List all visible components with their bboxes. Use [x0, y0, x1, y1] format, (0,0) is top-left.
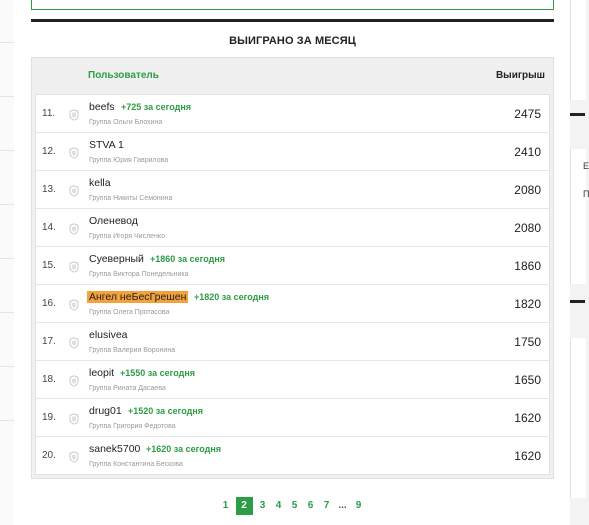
pagination-page[interactable]: 1	[222, 500, 229, 511]
user-name-link[interactable]: kella	[89, 177, 111, 189]
table-row	[36, 171, 549, 209]
shield-icon	[69, 336, 79, 348]
user-group: Группа Рината Дасаева	[89, 385, 166, 392]
table-row	[36, 95, 549, 133]
main-content	[14, 0, 570, 525]
user-group: Группа Ольги Блохина	[89, 119, 163, 126]
table-row	[36, 247, 549, 285]
user-group: Группа Юрия Гаврилова	[89, 157, 169, 164]
pagination-page[interactable]: 4	[275, 500, 282, 511]
row-rank: 11.	[42, 108, 56, 119]
row-winnings: 1860	[514, 259, 541, 273]
table-row	[36, 399, 549, 437]
table-row	[36, 285, 549, 323]
user-name-link[interactable]: leopit	[89, 367, 115, 379]
right-widget	[570, 0, 586, 100]
table-row	[36, 437, 549, 474]
pagination-page[interactable]: 9	[355, 500, 362, 511]
right-divider	[570, 113, 585, 116]
user-group: Группа Игоря Численко	[89, 233, 165, 240]
shield-icon	[69, 412, 79, 424]
pagination-page[interactable]: 5	[291, 500, 298, 511]
row-rank: 19.	[42, 412, 56, 423]
shield-icon	[69, 374, 79, 386]
pagination-ellipsis: ...	[338, 500, 347, 511]
table-row	[36, 133, 549, 171]
row-rank: 20.	[42, 450, 56, 461]
today-winnings: +1520 за сегодня	[128, 406, 204, 416]
today-winnings: +1550 за сегодня	[120, 368, 196, 378]
table-row	[36, 361, 549, 399]
pagination	[14, 497, 570, 515]
column-header-winnings[interactable]: Выигрыш	[495, 70, 545, 81]
user-name-link[interactable]: elusivea	[89, 329, 128, 341]
table-body	[35, 94, 550, 475]
row-rank: 15.	[42, 260, 56, 271]
row-winnings: 1620	[514, 411, 541, 425]
user-group: Группа Константина Бескова	[89, 461, 183, 468]
user-name-link[interactable]: drug01	[89, 405, 122, 417]
left-divider	[0, 96, 14, 97]
row-rank: 12.	[42, 146, 56, 157]
user-group: Группа Олега Протасова	[89, 309, 170, 316]
table-header	[32, 58, 553, 94]
user-name-link[interactable]: Оленевод	[89, 215, 138, 227]
right-column	[570, 0, 589, 525]
table-row	[36, 209, 549, 247]
today-winnings: +1860 за сегодня	[150, 254, 226, 264]
user-group: Группа Валерия Воронина	[89, 347, 176, 354]
pagination-current-page[interactable]: 2	[236, 497, 253, 515]
shield-icon	[69, 450, 79, 462]
left-divider	[0, 258, 14, 259]
user-name-link[interactable]: beefs	[89, 101, 115, 113]
left-divider	[0, 366, 14, 367]
shield-icon	[69, 184, 79, 196]
right-divider	[570, 300, 585, 303]
shield-icon	[69, 222, 79, 234]
shield-icon	[69, 108, 79, 120]
user-name-link[interactable]: Ангел неБесГрешен	[89, 291, 187, 303]
section-title: ВЫИГРАНО ЗА МЕСЯЦ	[229, 35, 356, 47]
leaderboard-table	[31, 57, 554, 479]
left-column	[0, 0, 15, 525]
left-divider	[0, 204, 14, 205]
row-rank: 17.	[42, 336, 56, 347]
right-widget	[570, 338, 586, 498]
left-divider	[0, 420, 14, 421]
table-row	[36, 323, 549, 361]
row-winnings: 2080	[514, 183, 541, 197]
row-winnings: 2475	[514, 107, 541, 121]
column-header-user[interactable]: Пользователь	[88, 70, 159, 81]
row-winnings: 1650	[514, 373, 541, 387]
today-winnings: +725 за сегодня	[121, 102, 192, 112]
row-rank: 16.	[42, 298, 56, 309]
user-name-link[interactable]: STVA 1	[89, 139, 124, 151]
previous-widget-box	[31, 0, 554, 10]
left-divider	[0, 150, 14, 151]
pagination-page[interactable]: 6	[307, 500, 314, 511]
left-divider	[0, 42, 14, 43]
today-winnings: +1620 за сегодня	[146, 444, 222, 454]
user-group: Группа Григория Федотова	[89, 423, 176, 430]
right-widget-text: П	[583, 189, 589, 199]
left-divider	[0, 312, 14, 313]
row-winnings: 2410	[514, 145, 541, 159]
shield-icon	[69, 260, 79, 272]
user-group: Группа Никиты Семонина	[89, 195, 173, 202]
row-rank: 18.	[42, 374, 56, 385]
row-winnings: 1620	[514, 449, 541, 463]
right-widget-text: Е	[583, 161, 589, 171]
user-name-link[interactable]: Суеверный	[89, 253, 144, 265]
shield-icon	[69, 146, 79, 158]
section-divider	[31, 19, 554, 22]
row-rank: 13.	[42, 184, 56, 195]
shield-icon	[69, 298, 79, 310]
user-group: Группа Виктора Понедельника	[89, 271, 189, 278]
row-winnings: 2080	[514, 221, 541, 235]
pagination-page[interactable]: 7	[323, 500, 330, 511]
pagination-page[interactable]: 3	[259, 500, 266, 511]
right-widget	[570, 149, 589, 284]
row-winnings: 1820	[514, 297, 541, 311]
row-rank: 14.	[42, 222, 56, 233]
today-winnings: +1820 за сегодня	[194, 292, 270, 302]
user-name-link[interactable]: sanek5700	[89, 443, 141, 455]
row-winnings: 1750	[514, 335, 541, 349]
